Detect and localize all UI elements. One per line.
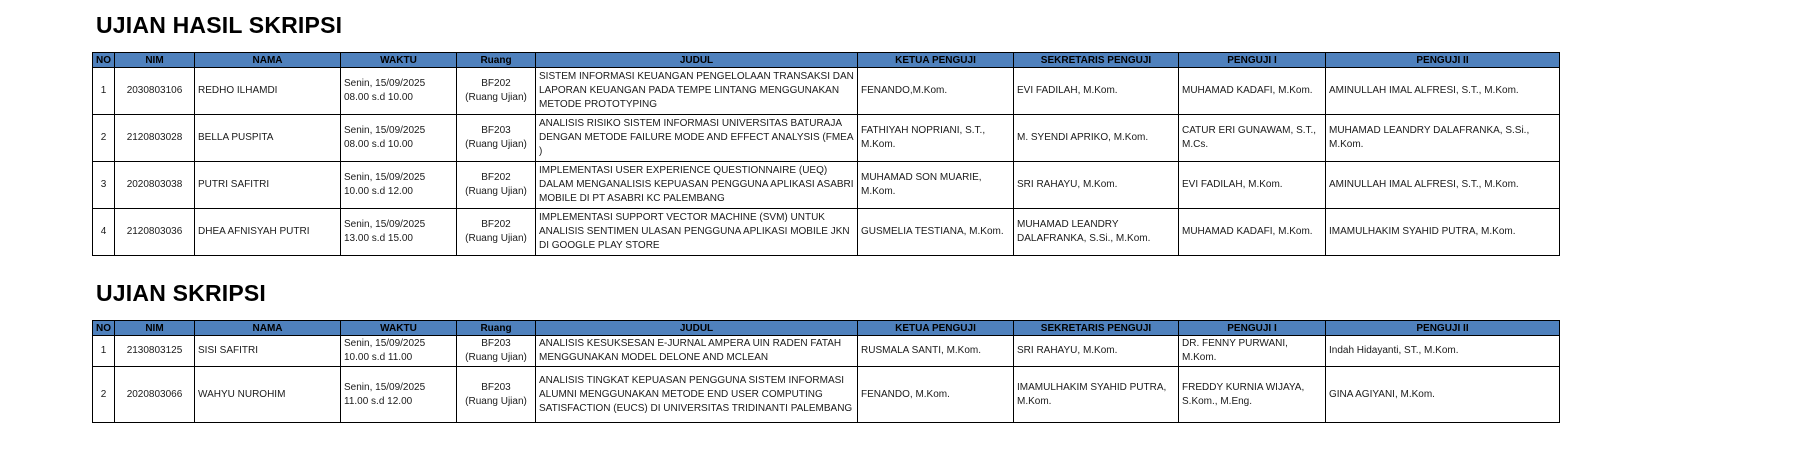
- cell-ruang: [457, 367, 536, 423]
- cell-no: 1: [93, 336, 115, 367]
- cell-penguji-2: GINA AGIYANI, M.Kom.: [1326, 367, 1560, 423]
- cell-nama: BELLA PUSPITA: [195, 115, 341, 162]
- cell-penguji-1: FREDDY KURNIA WIJAYA, S.Kom., M.Eng.: [1179, 367, 1326, 423]
- cell-penguji-2: MUHAMAD LEANDRY DALAFRANKA, S.Si., M.Kom.: [1326, 115, 1560, 162]
- cell-waktu: [341, 336, 457, 367]
- col-no: NO: [93, 53, 115, 68]
- cell-no: 2: [93, 367, 115, 423]
- cell-ruang: [457, 336, 536, 367]
- ruang-code: BF202: [481, 78, 511, 89]
- cell-judul: IMPLEMENTASI SUPPORT VECTOR MACHINE (SVM) UNTUK ANALISIS SENTIMEN ULASAN PENGGUNA APLIKASI MOBILE JKN DI GOOGLE PLAY STORE: [536, 209, 858, 256]
- section-title: UJIAN SKRIPSI: [96, 280, 267, 306]
- col-ruang: Ruang: [457, 321, 536, 336]
- cell-judul: ANALISIS RISIKO SISTEM INFORMASI UNIVERSITAS BATURAJA DENGAN METODE FAILURE MODE AND EFFECT ANALYSIS (FMEA ): [536, 115, 858, 162]
- ruang-code: BF203: [481, 125, 511, 136]
- ruang-label: (Ruang Ujian): [465, 139, 527, 150]
- cell-judul: SISTEM INFORMASI KEUANGAN PENGELOLAAN TRANSAKSI DAN LAPORAN KEUANGAN PADA TEMPE LINTANG MENGGUNAKAN METODE PROTOTYPING: [536, 68, 858, 115]
- col-nim: NIM: [115, 321, 195, 336]
- cell-ketua: FATHIYAH NOPRIANI, S.T., M.Kom.: [858, 115, 1014, 162]
- table-row: [93, 115, 1560, 162]
- cell-judul: ANALISIS KESUKSESAN E-JURNAL AMPERA UIN RADEN FATAH MENGGUNAKAN MODEL DELONE AND MCLEAN: [536, 336, 858, 367]
- cell-nama: SISI SAFITRI: [195, 336, 341, 367]
- cell-judul: ANALISIS TINGKAT KEPUASAN PENGGUNA SISTEM INFORMASI ALUMNI MENGGUNAKAN METODE END USER COMPUTING SATISFACTION (EUCS) DI UNIVERSITAS TRIDINANTI PALEMBANG: [536, 367, 858, 423]
- col-sekretaris: SEKRETARIS PENGUJI: [1014, 321, 1179, 336]
- waktu-time: 08.00 s.d 10.00: [344, 92, 413, 103]
- cell-waktu: [341, 209, 457, 256]
- cell-penguji-2: IMAMULHAKIM SYAHID PUTRA, M.Kom.: [1326, 209, 1560, 256]
- cell-no: 3: [93, 162, 115, 209]
- cell-ruang: [457, 162, 536, 209]
- cell-penguji-2: AMINULLAH IMAL ALFRESI, S.T., M.Kom.: [1326, 68, 1560, 115]
- ruang-code: BF203: [481, 338, 511, 349]
- table-row: [93, 336, 1560, 367]
- waktu-day: Senin, 15/09/2025: [344, 78, 426, 89]
- cell-sekretaris: MUHAMAD LEANDRY DALAFRANKA, S.Si., M.Kom.: [1014, 209, 1179, 256]
- schedule-table: [92, 52, 1560, 256]
- cell-ketua: FENANDO, M.Kom.: [858, 367, 1014, 423]
- table-row: [93, 68, 1560, 115]
- waktu-day: Senin, 15/09/2025: [344, 381, 426, 393]
- cell-sekretaris: SRI RAHAYU, M.Kom.: [1014, 162, 1179, 209]
- cell-sekretaris: IMAMULHAKIM SYAHID PUTRA, M.Kom.: [1014, 367, 1179, 423]
- col-waktu: WAKTU: [341, 321, 457, 336]
- section-title: UJIAN HASIL SKRIPSI: [96, 12, 343, 38]
- col-penguji-1: PENGUJI I: [1179, 321, 1326, 336]
- table-row: [93, 209, 1560, 256]
- waktu-day: Senin, 15/09/2025: [344, 125, 426, 136]
- cell-no: 1: [93, 68, 115, 115]
- col-no: NO: [93, 321, 115, 336]
- cell-penguji-1: DR. FENNY PURWANI, M.Kom.: [1179, 336, 1326, 367]
- cell-ketua: RUSMALA SANTI, M.Kom.: [858, 336, 1014, 367]
- cell-penguji-1: MUHAMAD KADAFI, M.Kom.: [1179, 68, 1326, 115]
- cell-ketua: FENANDO,M.Kom.: [858, 68, 1014, 115]
- ruang-label: (Ruang Ujian): [465, 92, 527, 103]
- cell-nim: 2120803036: [115, 209, 195, 256]
- table-row: [93, 162, 1560, 209]
- col-penguji-1: PENGUJI I: [1179, 53, 1326, 68]
- waktu-time: 10.00 s.d 11.00: [344, 352, 413, 363]
- cell-sekretaris: EVI FADILAH, M.Kom.: [1014, 68, 1179, 115]
- col-ruang: Ruang: [457, 53, 536, 68]
- cell-ruang: [457, 209, 536, 256]
- cell-nim: 2020803066: [115, 367, 195, 423]
- cell-penguji-1: MUHAMAD KADAFI, M.Kom.: [1179, 209, 1326, 256]
- cell-ruang: [457, 115, 536, 162]
- cell-nama: REDHO ILHAMDI: [195, 68, 341, 115]
- cell-waktu: [341, 162, 457, 209]
- ruang-code: BF203: [481, 381, 511, 393]
- cell-ketua: GUSMELIA TESTIANA, M.Kom.: [858, 209, 1014, 256]
- waktu-time: 11.00 s.d 12.00: [344, 395, 413, 407]
- table-row: [93, 367, 1560, 423]
- waktu-time: 13.00 s.d 15.00: [344, 233, 413, 244]
- cell-ruang: [457, 68, 536, 115]
- ruang-code: BF202: [481, 172, 511, 183]
- schedule-table: [92, 320, 1560, 423]
- col-nim: NIM: [115, 53, 195, 68]
- cell-nim: 2030803106: [115, 68, 195, 115]
- ruang-label: (Ruang Ujian): [465, 395, 527, 407]
- cell-waktu: [341, 68, 457, 115]
- col-waktu: WAKTU: [341, 53, 457, 68]
- col-nama: NAMA: [195, 53, 341, 68]
- cell-waktu: [341, 367, 457, 423]
- section-ujian-skripsi: [92, 278, 1560, 423]
- ruang-label: (Ruang Ujian): [465, 352, 527, 363]
- cell-judul: IMPLEMENTASI USER EXPERIENCE QUESTIONNAIRE (UEQ) DALAM MENGANALISIS KEPUASAN PENGGUNA APLIKASI ASABRI MOBILE DI PT ASABRI KC PALEMBANG: [536, 162, 858, 209]
- waktu-time: 08.00 s.d 10.00: [344, 139, 413, 150]
- header-row: [93, 53, 1560, 68]
- col-judul: JUDUL: [536, 321, 858, 336]
- cell-nim: 2130803125: [115, 336, 195, 367]
- col-nama: NAMA: [195, 321, 341, 336]
- cell-nim: 2120803028: [115, 115, 195, 162]
- cell-penguji-1: EVI FADILAH, M.Kom.: [1179, 162, 1326, 209]
- waktu-day: Senin, 15/09/2025: [344, 338, 426, 349]
- cell-nim: 2020803038: [115, 162, 195, 209]
- cell-waktu: [341, 115, 457, 162]
- col-sekretaris: SEKRETARIS PENGUJI: [1014, 53, 1179, 68]
- cell-no: 2: [93, 115, 115, 162]
- col-ketua: KETUA PENGUJI: [858, 53, 1014, 68]
- cell-penguji-2: Indah Hidayanti, ST., M.Kom.: [1326, 336, 1560, 367]
- cell-nama: WAHYU NUROHIM: [195, 367, 341, 423]
- waktu-day: Senin, 15/09/2025: [344, 172, 426, 183]
- waktu-day: Senin, 15/09/2025: [344, 219, 426, 230]
- cell-sekretaris: M. SYENDI APRIKO, M.Kom.: [1014, 115, 1179, 162]
- col-penguji-2: PENGUJI II: [1326, 53, 1560, 68]
- cell-sekretaris: SRI RAHAYU, M.Kom.: [1014, 336, 1179, 367]
- cell-nama: DHEA AFNISYAH PUTRI: [195, 209, 341, 256]
- cell-ketua: MUHAMAD SON MUARIE, M.Kom.: [858, 162, 1014, 209]
- cell-penguji-1: CATUR ERI GUNAWAM, S.T., M.Cs.: [1179, 115, 1326, 162]
- header-row: [93, 321, 1560, 336]
- col-penguji-2: PENGUJI II: [1326, 321, 1560, 336]
- ruang-code: BF202: [481, 219, 511, 230]
- col-judul: JUDUL: [536, 53, 858, 68]
- cell-penguji-2: AMINULLAH IMAL ALFRESI, S.T., M.Kom.: [1326, 162, 1560, 209]
- col-ketua: KETUA PENGUJI: [858, 321, 1014, 336]
- ruang-label: (Ruang Ujian): [465, 233, 527, 244]
- ruang-label: (Ruang Ujian): [465, 186, 527, 197]
- cell-no: 4: [93, 209, 115, 256]
- waktu-time: 10.00 s.d 12.00: [344, 186, 413, 197]
- section-ujian-hasil-skripsi: [92, 10, 1560, 256]
- cell-nama: PUTRI SAFITRI: [195, 162, 341, 209]
